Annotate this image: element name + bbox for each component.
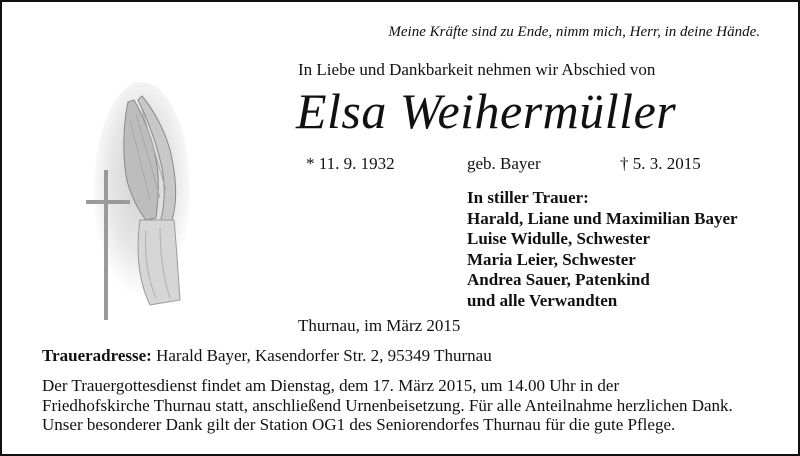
mourner-line: Andrea Sauer, Patenkind — [467, 270, 650, 289]
place-date: Thurnau, im März 2015 — [298, 316, 461, 335]
mourners-heading: In stiller Trauer: — [467, 188, 589, 207]
address-text: Harald Bayer, Kasendorfer Str. 2, 95349 Thurnau — [151, 346, 492, 365]
mourner-line: Harald, Liane und Maximilian Bayer — [467, 208, 738, 228]
mourners-list — [467, 188, 738, 311]
motto-verse: Meine Kräfte sind zu Ende, nimm mich, Herr, in deine Hände. — [388, 24, 760, 40]
service-line: Unser besonderer Dank gilt der Station OG1 des Seniorendorfes Thurnau für die gute Pflege. — [42, 415, 676, 434]
mourning-address — [42, 346, 492, 366]
maiden-name: geb. Bayer — [467, 154, 541, 173]
mourner-line: Maria Leier, Schwester — [467, 249, 636, 269]
service-line: Friedhofskirche Thurnau statt, anschließend Urnenbeisetzung. Für alle Anteilnahme herzlichen Dank. — [42, 395, 733, 415]
praying-hands-icon — [80, 80, 200, 320]
deceased-name: Elsa Weihermüller — [296, 83, 677, 139]
mourner-line: Luise Widulle, Schwester — [467, 229, 651, 248]
praying-hands-cross-image — [80, 80, 200, 320]
birth-date: * 11. 9. 1932 — [306, 154, 395, 173]
intro-line: In Liebe und Dankbarkeit nehmen wir Abschied von — [298, 60, 656, 79]
mourner-line: und alle Verwandten — [467, 290, 618, 310]
service-line: Der Trauergottesdienst findet am Dienstag, dem 17. März 2015, um 14.00 Uhr in der — [42, 376, 620, 395]
death-date: † 5. 3. 2015 — [620, 154, 701, 173]
service-info — [42, 376, 782, 435]
address-label: Traueradresse: — [42, 346, 152, 365]
